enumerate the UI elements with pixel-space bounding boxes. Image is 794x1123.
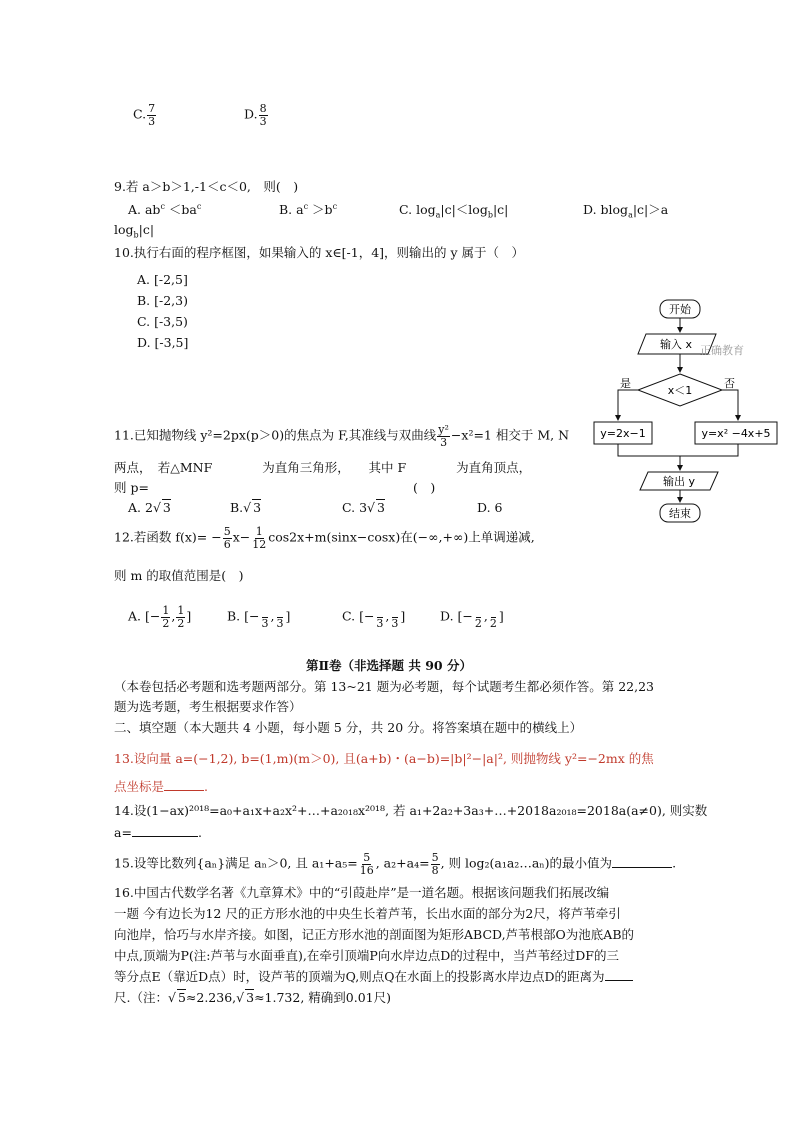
frac-num: y²	[438, 423, 449, 436]
q15-fraction-1	[359, 852, 375, 876]
text: D. [−	[440, 608, 473, 624]
q14-line2: a= .	[114, 825, 202, 840]
q9-option-b	[279, 201, 338, 217]
q9-option-d	[583, 202, 669, 220]
text: ]	[498, 608, 504, 624]
q11-fraction	[437, 424, 450, 448]
frac-den: 3	[259, 114, 267, 128]
frac	[176, 605, 185, 629]
frac-num: 1	[162, 604, 170, 617]
text: −x²=1 相交于 M, N	[450, 427, 570, 443]
sup: c	[196, 201, 202, 211]
text: ,	[483, 608, 488, 624]
frac-num	[491, 605, 497, 618]
q16-line2: 一题 今有边长为12 尺的正方形水池的中央生长着芦苇，长出水面的部分为2尺，将芦苇牵引	[114, 906, 621, 921]
q15-stem: 15.设等比数列{aₙ}满足 aₙ＞0, 且 a₁+a₅= $\frac{5}{16}$ , a₂+a₄= $\frac{5}{8}$ , 则 log₂(a₁a₂…aₙ)的最小值为 .	[114, 851, 677, 877]
text: C. log	[399, 202, 436, 217]
q12-fraction-1	[223, 526, 232, 550]
q10-stem: 10.执行右面的程序框图，如果输入的 x∈[-1，4]，则输出的 y 属于（ ）	[114, 245, 525, 260]
q16-line6: 尺.（注：√ 5≈2.236,√ 3≈1.732, 精确到0.01尺)	[114, 990, 391, 1005]
frac-num: 5	[223, 525, 231, 538]
frac-den: 2	[474, 616, 482, 630]
flow-yes-label: 是	[620, 377, 631, 390]
text: A. [−	[128, 608, 161, 624]
q9-option-c	[399, 202, 509, 220]
q12-stem	[114, 526, 535, 550]
text: 12.若函数 f(x)= −	[114, 529, 222, 545]
q12-option-d	[440, 605, 504, 629]
frac	[474, 605, 483, 629]
sub: b	[487, 210, 493, 220]
section2-title: 第Ⅱ卷（非选择题 共 90 分）	[306, 658, 472, 673]
text: |c|	[492, 202, 509, 217]
text: B.	[230, 500, 244, 515]
q12-option-c	[342, 605, 405, 629]
text: ]	[186, 608, 192, 624]
q10-option-b: B. [-2,3)	[137, 293, 188, 308]
frac-num	[277, 605, 283, 618]
section2-part-heading: 二、填空题（本大题共 4 小题，每小题 5 分，共 20 分。将答案填在题中的横线上）	[114, 720, 583, 735]
q11-option-b: B.√ 3	[230, 500, 262, 515]
text: ≈2.236,	[185, 990, 237, 1005]
q8-option-c-fraction	[147, 103, 156, 127]
frac-num: 7	[148, 102, 156, 115]
sub: b	[133, 230, 139, 240]
sqrt-radicand: 3	[246, 990, 255, 1005]
frac-num	[262, 605, 268, 618]
q8-option-c	[133, 103, 157, 127]
q8-option-c-letter: C.	[133, 106, 147, 122]
text: ≈1.732, 精确到0.01尺)	[254, 990, 391, 1005]
frac-den: 3	[391, 616, 399, 630]
q11-stem	[114, 424, 569, 448]
text: x−	[232, 529, 251, 545]
text: 等分点E（靠近D点）时，设芦苇的顶端为Q,则点Q在水面上的投影离水岸边点D的距离为	[114, 969, 605, 984]
frac-num: 1	[255, 525, 263, 538]
text: 15.设等比数列{aₙ}满足 aₙ＞0, 且 a₁+a₅=	[114, 855, 358, 871]
text: C. 3	[342, 500, 368, 515]
frac-num: 8	[259, 102, 267, 115]
text: ]	[400, 608, 406, 624]
text: 11.已知抛物线 y²=2px(p＞0)的焦点为 F,其准线与双曲线	[114, 427, 437, 443]
q13-line2: 点坐标是 .	[114, 779, 208, 794]
flow-output-label: 输出 y	[662, 475, 696, 488]
q12-option-a	[128, 605, 191, 629]
text: C. [−	[342, 608, 375, 624]
sqrt-radicand: 3	[253, 500, 262, 515]
q12-fraction-2	[251, 526, 267, 550]
text: ,	[171, 608, 176, 624]
text: a=	[114, 825, 132, 840]
sup: c	[160, 201, 165, 211]
q11-line2: 两点， 若△MNF 为直角三角形， 其中 F 为直角顶点，	[114, 460, 532, 475]
text: 尺.（注：	[114, 990, 168, 1005]
sqrt-radicand: 3	[377, 500, 385, 515]
frac-den: 3	[376, 616, 384, 630]
frac-den: 3	[148, 114, 156, 128]
text: A. ab	[128, 202, 161, 217]
frac-den: 3	[261, 616, 269, 630]
text: ＞b	[308, 202, 333, 217]
frac-den: 12	[252, 537, 267, 551]
q11-option-d: D. 6	[477, 500, 503, 515]
flow-watermark: 正确教育	[700, 344, 744, 357]
frac-num	[476, 605, 482, 618]
frac-den: 3	[276, 616, 284, 630]
frac	[390, 605, 399, 629]
q9-option-a	[128, 201, 202, 217]
frac	[489, 605, 498, 629]
q14-line1: 14.设(1−ax)²⁰¹⁸=a₀+a₁x+a₂x²+…+a₂₀₁₈x²⁰¹⁸, 若 a₁+2a₂+3a₃+…+2018a₂₀₁₈=2018a(a≠0), 则实数	[114, 803, 708, 818]
q8-option-d	[244, 103, 269, 127]
text: ,	[385, 608, 390, 624]
text: D. blog	[583, 202, 629, 217]
section2-note-line2: 题为选考题，考生根据要求作答）	[114, 699, 302, 714]
frac	[161, 605, 170, 629]
frac-num	[377, 605, 383, 618]
q12-line2: 则 m 的取值范围是( )	[114, 568, 244, 583]
q11-option-c: C. 3√ 3	[342, 500, 385, 515]
frac-num	[392, 605, 398, 618]
program-flowchart	[578, 292, 778, 532]
frac-num: 1	[177, 604, 185, 617]
text: ]	[285, 608, 291, 624]
text: |c|＞a	[632, 202, 669, 217]
text: , 则 log₂(a₁a₂…aₙ)的最小值为	[440, 855, 613, 871]
text: B. a	[279, 202, 304, 217]
text: log	[114, 222, 134, 237]
q8-option-d-fraction	[259, 103, 268, 127]
sub: a	[628, 210, 633, 220]
answer-blank[interactable]	[605, 980, 633, 981]
flow-left-process-label: y=2x−1	[600, 427, 646, 440]
answer-blank[interactable]	[132, 836, 198, 837]
q16-line3: 向池岸，恰巧与水岸齐接。如图，记正方形水池的剖面图为矩形ABCD,芦苇根部O为池底AB的	[114, 927, 635, 942]
q11-option-a: A. 2√ 3	[128, 500, 171, 515]
frac	[275, 605, 284, 629]
text: |c|＜log	[440, 202, 488, 217]
text: , a₂+a₄=	[375, 855, 430, 871]
q9-stem: 9.若 a＞b＞1,-1＜c＜0, 则( )	[114, 179, 299, 194]
q15-fraction-2	[431, 852, 440, 876]
q8-option-d-letter: D.	[244, 106, 258, 122]
q11-answer-paren: ( )	[413, 480, 436, 495]
frac-den: 8	[431, 863, 439, 877]
answer-blank[interactable]	[612, 867, 672, 868]
frac-den: 2	[177, 616, 185, 630]
text: cos2x+m(sinx−cosx)在(−∞,+∞)上单调递减,	[268, 529, 535, 545]
text: ＜ba	[164, 202, 197, 217]
text: A. 2	[128, 500, 153, 515]
frac-den: 2	[489, 616, 497, 630]
frac-den: 2	[162, 616, 170, 630]
q10-option-c: C. [-3,5)	[137, 314, 188, 329]
text: B. [−	[227, 608, 260, 624]
sup: c	[303, 201, 309, 211]
section2-note-line1: （本卷包括必考题和选考题两部分。第 13~21 题为必考题，每个试题考生都必须作答。第 22,23	[114, 679, 654, 694]
flow-no-label: 否	[724, 377, 735, 390]
frac-den: 16	[359, 863, 374, 877]
text: 点坐标是	[114, 779, 165, 794]
answer-blank[interactable]	[164, 790, 204, 791]
flow-end-label: 结束	[669, 507, 691, 520]
q16-line1: 16.中国古代数学名著《九章算术》中的“引葭赴岸”是一道名题。根据该问题我们拓展改编	[114, 885, 610, 900]
q16-line5	[114, 971, 633, 984]
text: ,	[270, 608, 275, 624]
sqrt-radicand: 3	[162, 500, 171, 515]
frac-den: 6	[223, 537, 231, 551]
frac-den: 3	[440, 435, 448, 449]
q13-line1: 13.设向量 a=(−1,2), b=(1,m)(m＞0), 且(a+b)・(a−b)=|b|²−|a|², 则抛物线 y²=−2mx 的焦	[114, 751, 654, 766]
flow-start-label: 开始	[669, 303, 691, 316]
q12-option-b	[227, 605, 290, 629]
frac	[375, 605, 384, 629]
frac-num: 5	[363, 851, 371, 864]
frac-num: 5	[431, 851, 439, 864]
flow-input-label: 输入 x	[659, 338, 693, 351]
sqrt-radicand: 5	[177, 990, 186, 1005]
flow-right-process-label: y=x² −4x+5	[701, 427, 771, 440]
flow-condition-label: x＜1	[667, 384, 693, 397]
q16-line4: 中点,顶端为P(注:芦苇与水面垂直),在牵引顶端P向水岸边点D的过程中，当芦苇经过DF的三	[114, 948, 619, 963]
sub: a	[435, 210, 441, 220]
q9-option-d-wrap	[114, 222, 155, 240]
q11-line3: 则 p=	[114, 480, 149, 495]
q10-option-a: A. [-2,5]	[137, 272, 188, 287]
q10-option-d: D. [-3,5]	[137, 335, 189, 350]
sup: c	[332, 201, 338, 211]
frac	[260, 605, 269, 629]
text: |c|	[138, 222, 155, 237]
